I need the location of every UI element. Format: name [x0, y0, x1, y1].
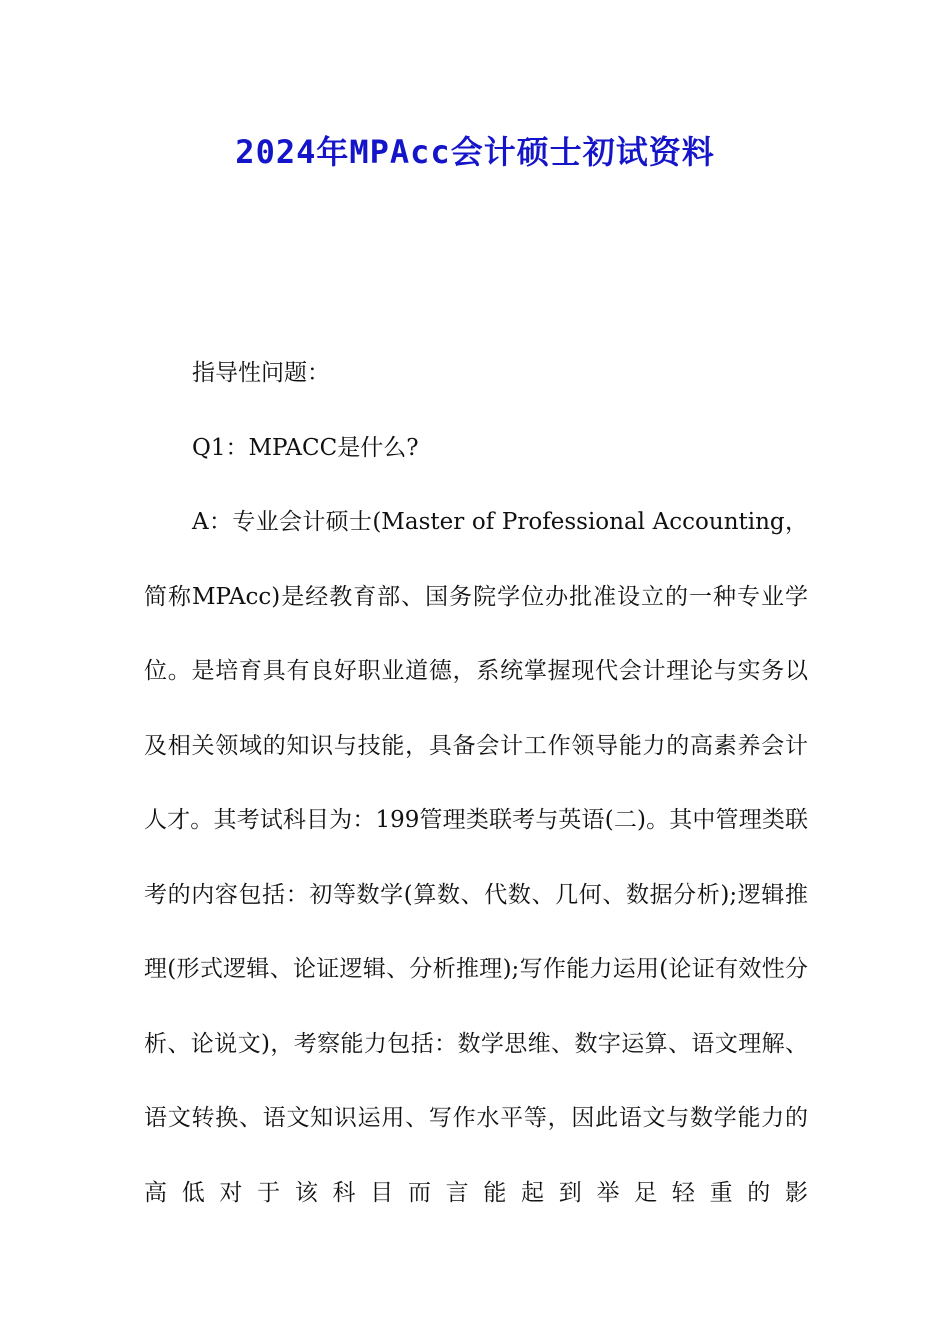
paragraph-answer-1: A：专业会计硕士(Master of Professional Accounting，简称MPAcc)是经教育部、国务院学位办批准设立的一种专业学位。是培育具有良好职业道德，系统掌握现代会计理论与实务以及相关领域的知识与技能，具备会计工作领导能力的高素养会计人才。其考试科目为：199管理类联考与英语(二)。其中管理类联考的内容包括：初等数学(算数、代数、几何、数据分析);逻辑推理(形式逻辑、论证逻辑、分析推理);写作能力运用(论证有效性分析、论说文)，考察能力包括：数学思维、数字运算、语文理解、语文转换、语文知识运用、写作水平等，因此语文与数学能力的高低对于该科目而言能起到举足轻重的影 [144, 509, 808, 1206]
document-title: 2024年MPAcc会计硕士初试资料 [235, 133, 715, 171]
document-body [144, 336, 808, 1230]
paragraph-question-1: Q1：MPACC是什么? [192, 434, 419, 461]
paragraph-guiding-questions: 指导性问题： [192, 360, 330, 386]
